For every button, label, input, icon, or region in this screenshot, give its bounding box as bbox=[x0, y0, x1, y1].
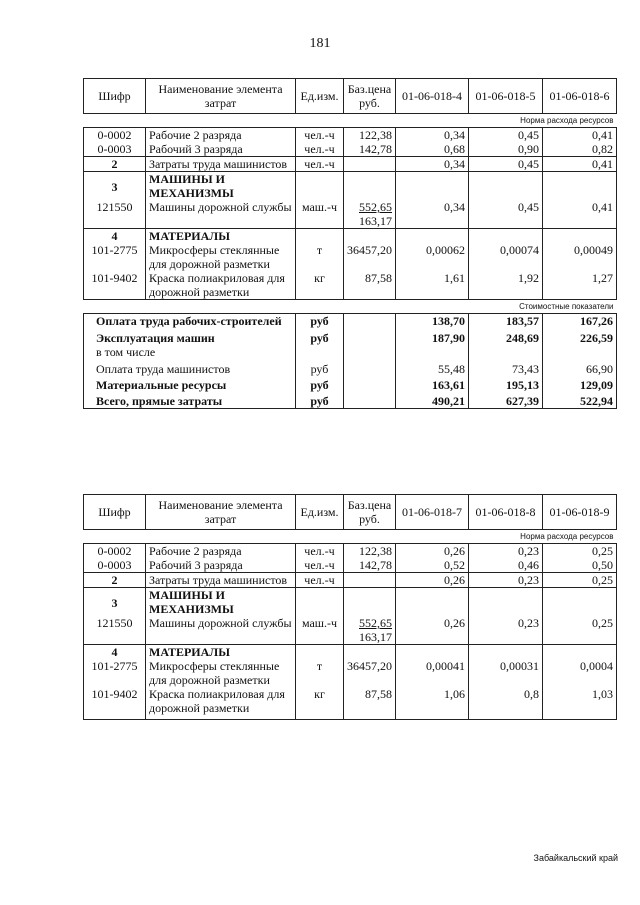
header-col-3: 01-06-018-9 bbox=[543, 495, 617, 530]
header-name: Наименование элемента затрат bbox=[146, 79, 296, 114]
table-row: Оплата труда машинистов руб 55,48 73,43 66,90 bbox=[84, 359, 617, 376]
header-code: Шифр bbox=[84, 79, 146, 114]
header-price: Баз.цена руб. bbox=[344, 495, 396, 530]
header-col-2: 01-06-018-8 bbox=[469, 495, 543, 530]
section-label-norm: Норма расхода ресурсов bbox=[84, 114, 617, 128]
table-row: 101-2775 Микросферы стеклянные для дорожной разметки т 36457,20 0,00041 0,00031 0,0004 bbox=[84, 659, 617, 687]
table-row: 0-0002 Рабочие 2 разряда чел.-ч 122,38 0,34 0,45 0,41 bbox=[84, 128, 617, 143]
table-row: Эксплуатация машин руб 187,90 248,69 226,59 bbox=[84, 328, 617, 345]
table-row: 101-9402 Краска полиакриловая для дорожной разметки кг 87,58 1,61 1,92 1,27 bbox=[84, 271, 617, 300]
table-row: Оплата труда рабочих-строителей руб 138,70 183,57 167,26 bbox=[84, 314, 617, 329]
table-row: 3 МАШИНЫ И МЕХАНИЗМЫ bbox=[84, 588, 617, 617]
section-label-cost: Стоимостные показатели bbox=[84, 300, 617, 314]
header-code: Шифр bbox=[84, 495, 146, 530]
table-row: Всего, прямые затраты руб 490,21 627,39 522,94 bbox=[84, 392, 617, 409]
table-row: 0-0003 Рабочий 3 разряда чел.-ч 142,78 0,52 0,46 0,50 bbox=[84, 558, 617, 573]
table-row: 101-9402 Краска полиакриловая для дорожной разметки кг 87,58 1,06 0,8 1,03 bbox=[84, 687, 617, 720]
table-row: 101-2775 Микросферы стеклянные для дорожной разметки т 36457,20 0,00062 0,00074 0,00049 bbox=[84, 243, 617, 271]
header-col-3: 01-06-018-6 bbox=[543, 79, 617, 114]
header-col-2: 01-06-018-5 bbox=[469, 79, 543, 114]
table-row: 121550 Машины дорожной службы маш.-ч 552,65 163,17 0,26 0,23 0,25 bbox=[84, 616, 617, 645]
table-row: Материальные ресурсы руб 163,61 195,13 129,09 bbox=[84, 376, 617, 392]
table-row: 4 МАТЕРИАЛЫ bbox=[84, 645, 617, 660]
region-footer: Забайкальский край bbox=[533, 853, 618, 863]
table-row: 2 Затраты труда машинистов чел.-ч 0,26 0,23 0,25 bbox=[84, 573, 617, 588]
page-number: 181 bbox=[309, 36, 331, 51]
section-label-norm: Норма расхода ресурсов bbox=[84, 530, 617, 544]
table-row: 0-0002 Рабочие 2 разряда чел.-ч 122,38 0,26 0,23 0,25 bbox=[84, 544, 617, 559]
header-unit: Ед.изм. bbox=[296, 495, 344, 530]
table-row: 2 Затраты труда машинистов чел.-ч 0,34 0,45 0,41 bbox=[84, 157, 617, 172]
norm-table-2 bbox=[83, 494, 617, 720]
table-header-row bbox=[84, 79, 617, 114]
table-row: в том числе bbox=[84, 345, 617, 359]
header-price: Баз.цена руб. bbox=[344, 79, 396, 114]
header-col-1: 01-06-018-7 bbox=[396, 495, 469, 530]
header-unit: Ед.изм. bbox=[296, 79, 344, 114]
table-row: 4 МАТЕРИАЛЫ bbox=[84, 229, 617, 244]
table-row: 3 МАШИНЫ И МЕХАНИЗМЫ bbox=[84, 172, 617, 201]
norm-table-1 bbox=[83, 78, 617, 409]
header-col-1: 01-06-018-4 bbox=[396, 79, 469, 114]
table-row: 0-0003 Рабочий 3 разряда чел.-ч 142,78 0,68 0,90 0,82 bbox=[84, 142, 617, 157]
table-row: 121550 Машины дорожной службы маш.-ч 552,65 163,17 0,34 0,45 0,41 bbox=[84, 200, 617, 229]
table-header-row bbox=[84, 495, 617, 530]
header-name: Наименование элемента затрат bbox=[146, 495, 296, 530]
